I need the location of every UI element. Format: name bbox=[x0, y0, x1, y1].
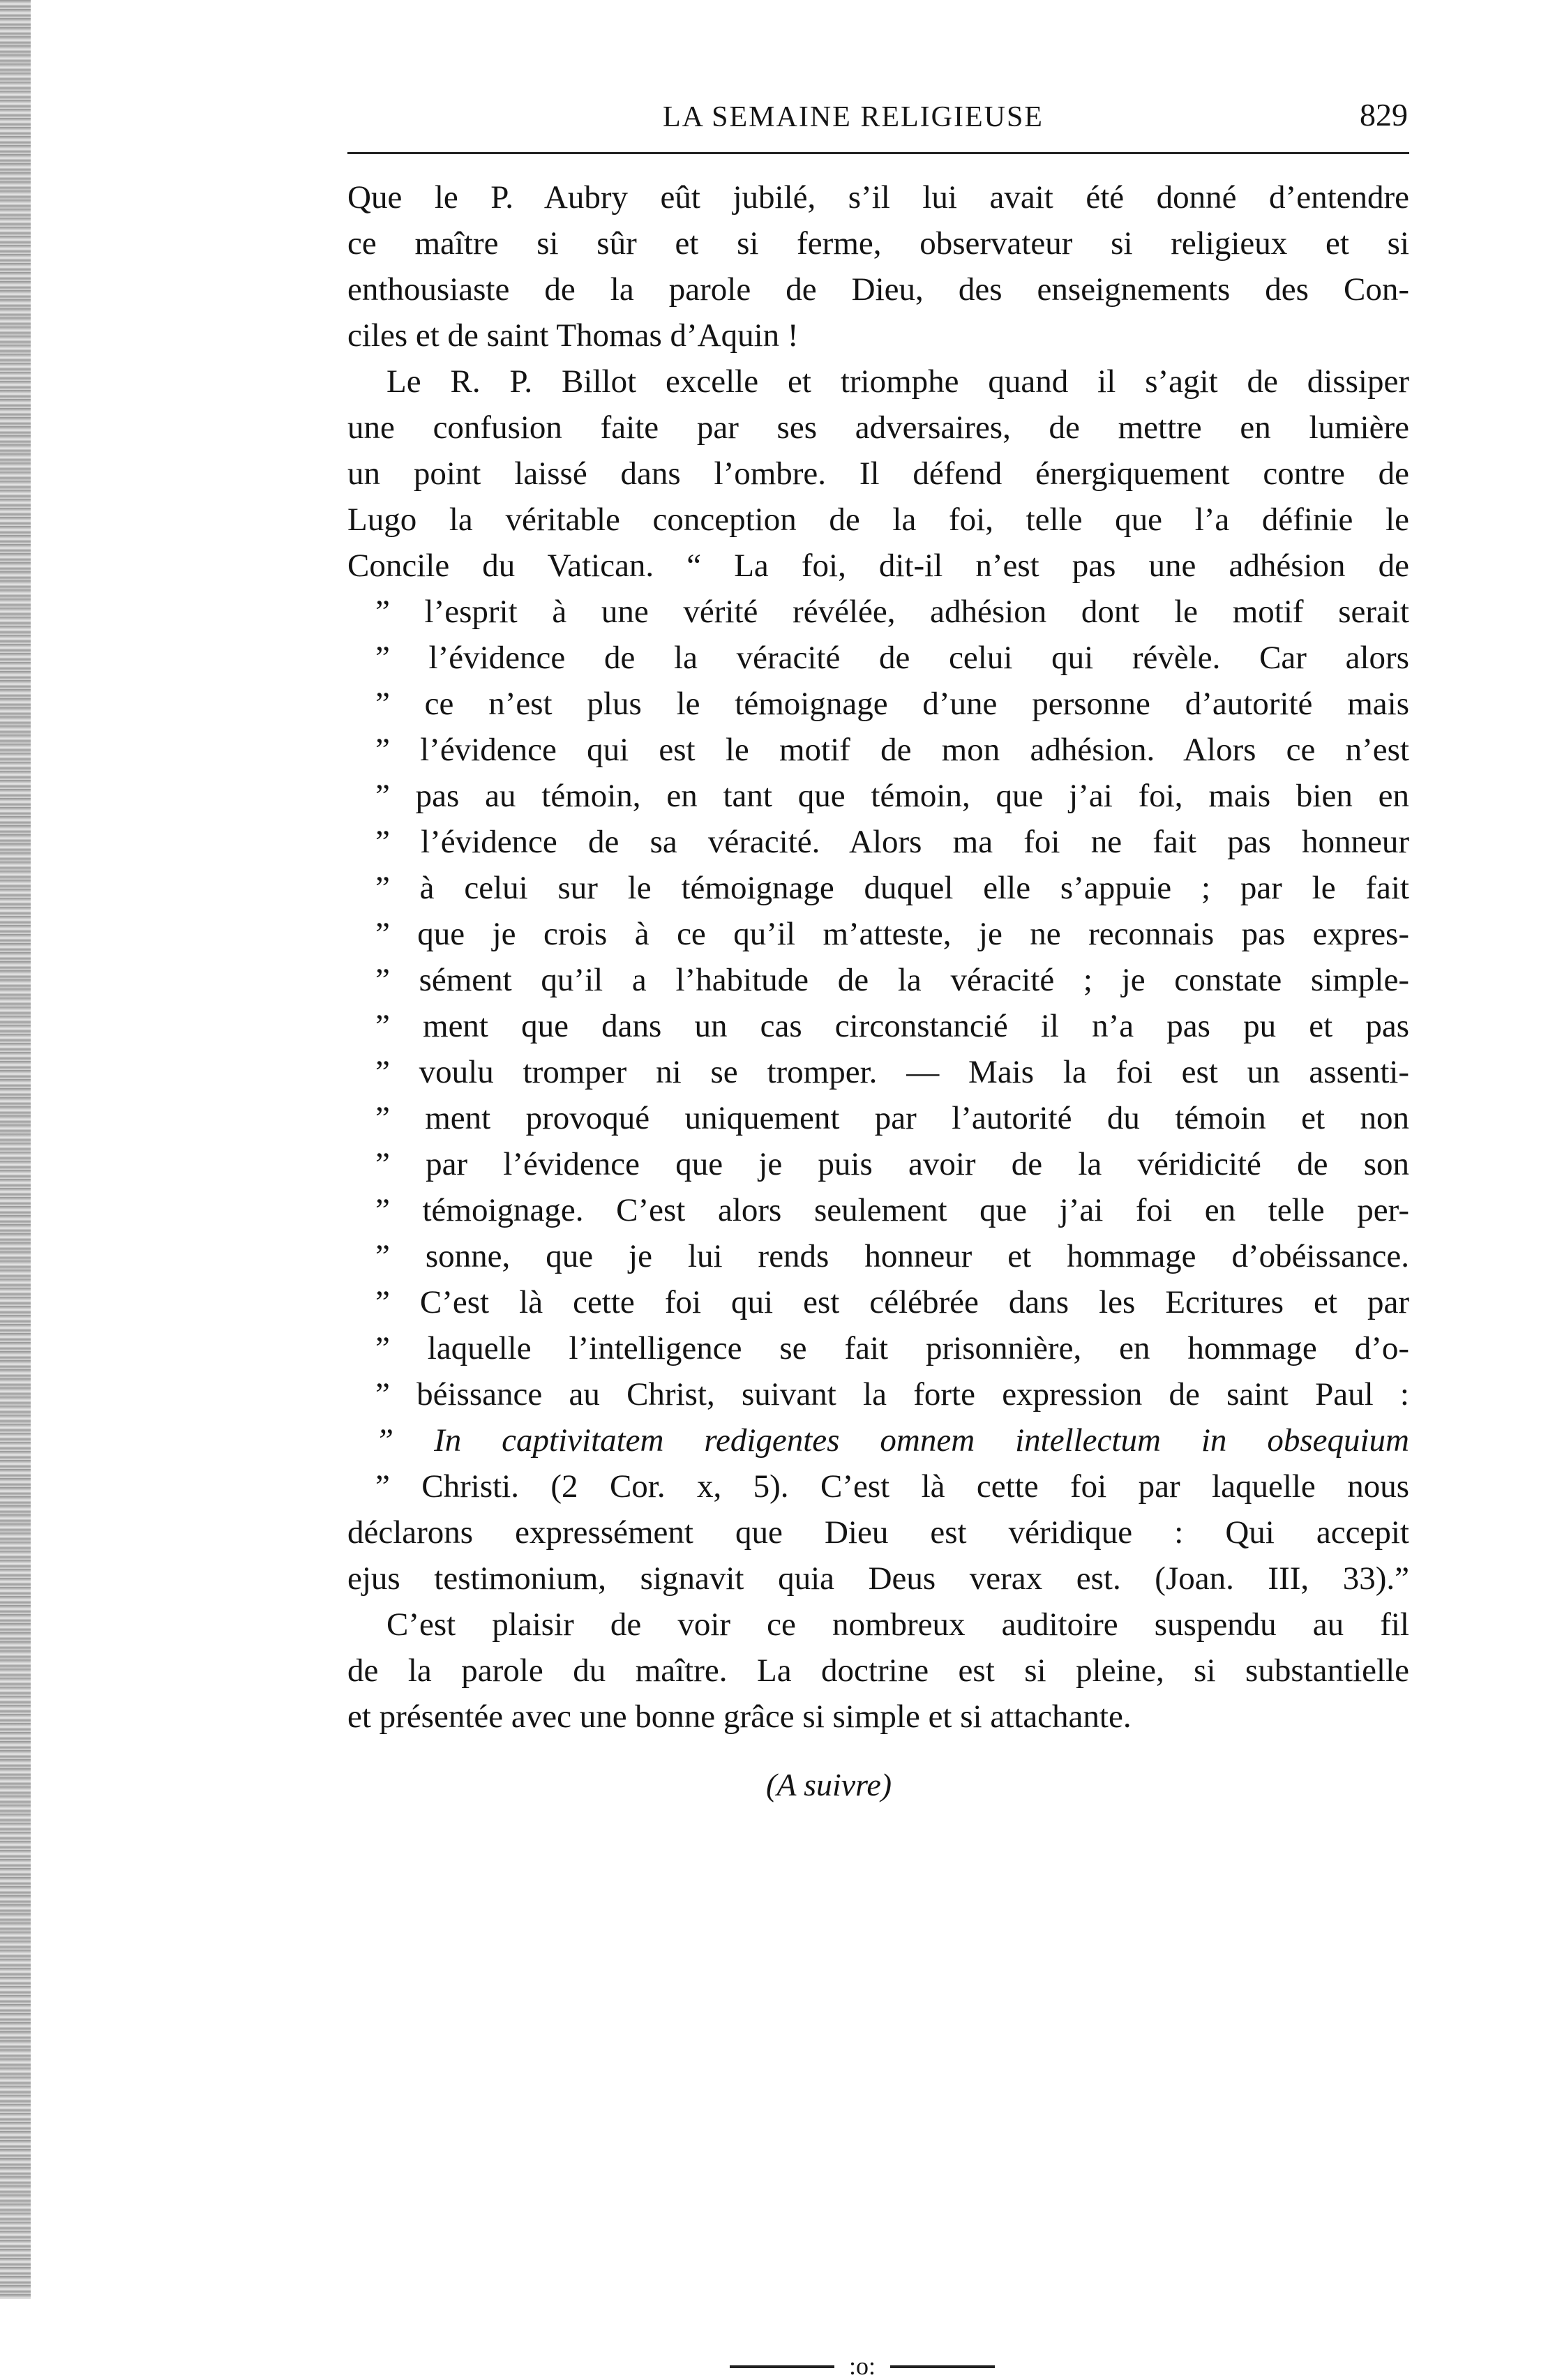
text-line: ciles et de saint Thomas d’Aquin ! bbox=[347, 317, 799, 354]
text-line: Concile du Vatican. “ La foi, dit-il n’est pas une adhésion de bbox=[347, 548, 1409, 584]
quoted-line: ” C’est là cette foi qui est célébrée dans les Ecritures et par bbox=[375, 1284, 1409, 1320]
quoted-line: ” témoignage. C’est alors seulement que j’ai foi en telle per- bbox=[375, 1192, 1409, 1228]
quoted-line: ” à celui sur le témoignage duquel elle s’appuie ; par le fait bbox=[375, 870, 1409, 906]
text-line: et présentée avec une bonne grâce si simple et si attachante. bbox=[347, 1699, 1132, 1735]
header-rule bbox=[347, 152, 1409, 154]
quoted-line: ” béissance au Christ, suivant la forte expression de saint Paul : bbox=[375, 1376, 1409, 1413]
separator-rule-left bbox=[730, 2365, 834, 2368]
text-line: un point laissé dans l’ombre. Il défend énergiquement contre de bbox=[347, 455, 1409, 492]
quoted-line: ” que je crois à ce qu’il m’atteste, je ne reconnais pas expres- bbox=[375, 916, 1409, 952]
running-head bbox=[347, 95, 1408, 144]
quoted-line: ” ce n’est plus le témoignage d’une personne d’autorité mais bbox=[375, 686, 1409, 722]
text-line: ejus testimonium, signavit quia Deus verax est. (Joan. III, 33).” bbox=[347, 1560, 1409, 1597]
page-edge-scan-border bbox=[0, 0, 31, 2299]
quoted-line: ” pas au témoin, en tant que témoin, que j’ai foi, mais bien en bbox=[375, 778, 1409, 814]
text-line: de la parole du maître. La doctrine est si pleine, si substantielle bbox=[347, 1652, 1409, 1689]
quoted-line: ” sément qu’il a l’habitude de la véracité ; je constate simple- bbox=[375, 962, 1409, 998]
text-line: ce maître si sûr et si ferme, observateur si religieux et si bbox=[347, 225, 1409, 262]
quoted-line: ” par l’évidence que je puis avoir de la véridicité de son bbox=[375, 1146, 1409, 1182]
text-line: enthousiaste de la parole de Dieu, des enseignements des Con- bbox=[347, 271, 1409, 308]
quoted-line: ” Christi. (2 Cor. x, 5). C’est là cette foi par laquelle nous bbox=[375, 1468, 1409, 1505]
quoted-line: ” l’évidence qui est le motif de mon adhésion. Alors ce n’est bbox=[375, 732, 1409, 768]
body-text bbox=[347, 174, 1409, 1740]
running-title: LA SEMAINE RELIGIEUSE bbox=[663, 101, 1044, 133]
separator-mark: :o: bbox=[848, 2352, 876, 2380]
section-separator bbox=[730, 2352, 995, 2380]
quoted-line: ” laquelle l’intelligence se fait prisonnière, en hommage d’o- bbox=[375, 1330, 1409, 1366]
page-number: 829 bbox=[1360, 97, 1408, 133]
text-line: C’est plaisir de voir ce nombreux auditoire suspendu au fil bbox=[386, 1606, 1409, 1643]
text-line: Que le P. Aubry eût jubilé, s’il lui avait été donné d’entendre bbox=[347, 179, 1409, 216]
quoted-line: ” l’évidence de la véracité de celui qui révèle. Car alors bbox=[375, 640, 1409, 676]
separator-rule-right bbox=[890, 2365, 995, 2368]
quoted-line: ” ment que dans un cas circonstancié il n’a pas pu et pas bbox=[375, 1008, 1409, 1044]
text-line: déclarons expressément que Dieu est véridique : Qui accepit bbox=[347, 1514, 1409, 1551]
quoted-line: ” l’évidence de sa véracité. Alors ma foi ne fait pas honneur bbox=[375, 824, 1409, 860]
latin-quote-line: ” In captivitatem redigentes omnem intellectum in obsequium bbox=[375, 1422, 1409, 1459]
quoted-line: ” sonne, que je lui rends honneur et hommage d’obéissance. bbox=[375, 1238, 1409, 1274]
text-line: Le R. P. Billot excelle et triomphe quand il s’agit de dissiper bbox=[386, 363, 1409, 400]
text-line: Lugo la véritable conception de la foi, telle que l’a définie le bbox=[347, 502, 1409, 538]
quoted-line: ” voulu tromper ni se tromper. — Mais la foi est un assenti- bbox=[375, 1054, 1409, 1090]
quoted-line: ” ment provoqué uniquement par l’autorité du témoin et non bbox=[375, 1100, 1409, 1136]
text-line: une confusion faite par ses adversaires, de mettre en lumière bbox=[347, 409, 1409, 446]
to-be-continued: (A suivre) bbox=[766, 1767, 892, 1802]
quoted-line: ” l’esprit à une vérité révélée, adhésion dont le motif serait bbox=[375, 594, 1409, 630]
